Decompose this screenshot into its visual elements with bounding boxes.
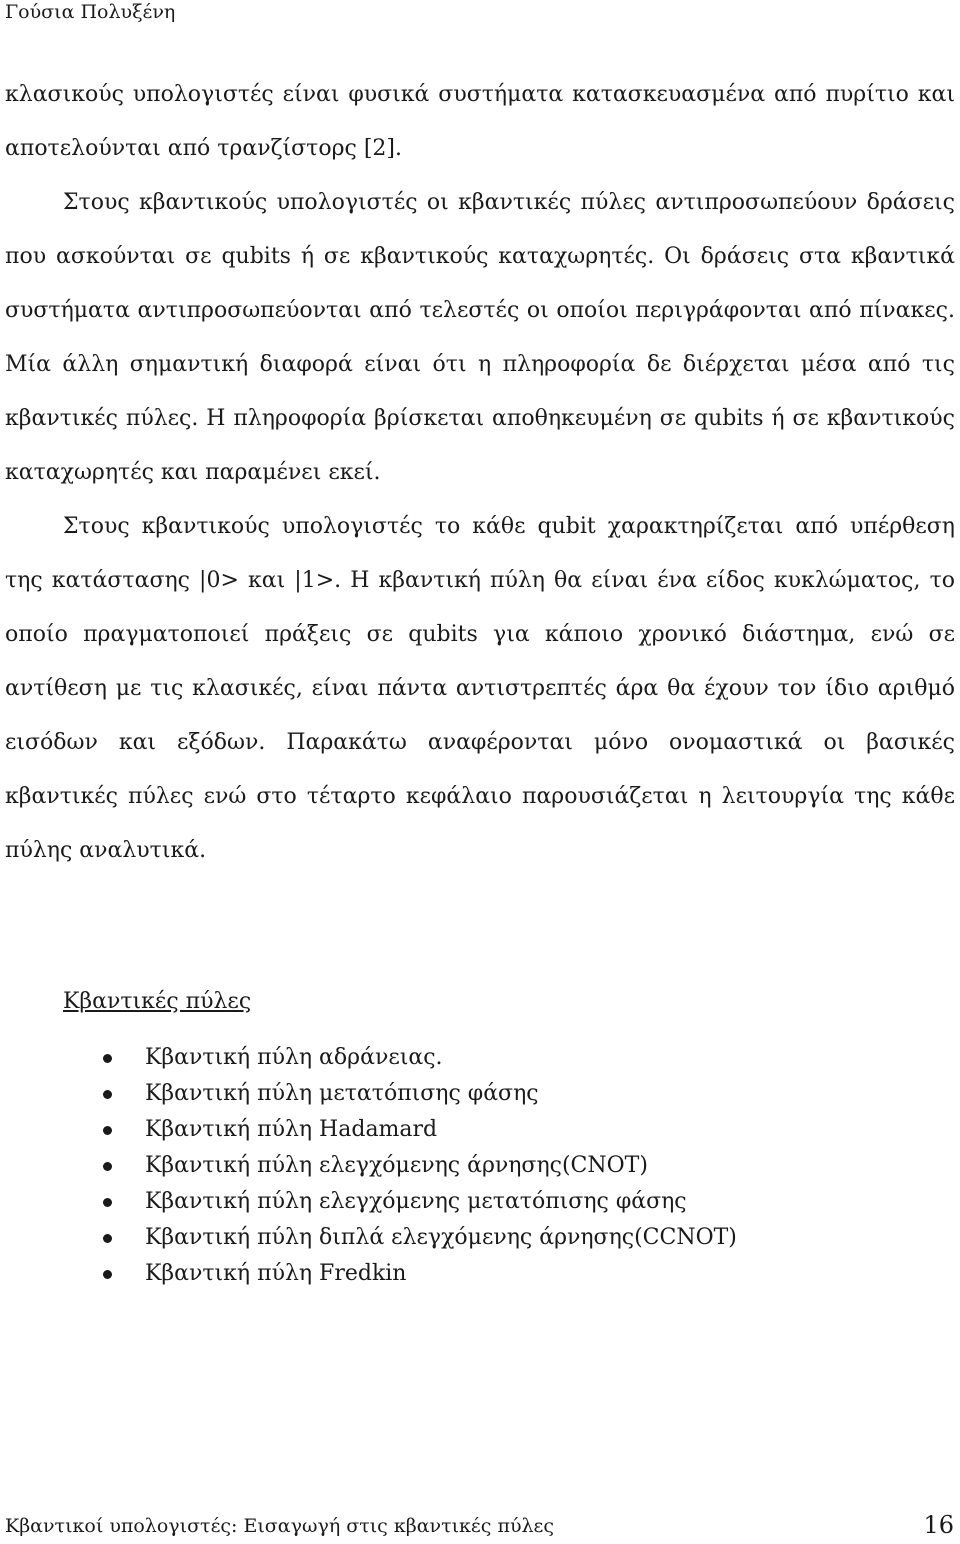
list-item-label: Κβαντική πύλη ελεγχόμενης άρνησης(CNOT) <box>145 1153 648 1178</box>
list-item <box>95 1112 737 1148</box>
list-item-label: Κβαντική πύλη διπλά ελεγχόμενης άρνησης(CCNOT) <box>145 1225 737 1250</box>
list-item-label: Κβαντική πύλη ελεγχόμενης μετατόπισης φάσης <box>145 1189 687 1214</box>
bullet-icon <box>103 1198 112 1207</box>
list-item-label: Κβαντική πύλη μετατόπισης φάσης <box>145 1081 539 1106</box>
page-number: 16 <box>923 1511 954 1539</box>
list-item <box>95 1040 737 1076</box>
list-item <box>95 1256 737 1292</box>
paragraph-2: Στους κβαντικούς υπολογιστές οι κβαντικές πύλες αντιπροσωπεύουν δράσεις που ασκούνται σε qubits ή σε κβαντικούς καταχωρητές. Οι δράσεις στα κβαντικά συστήματα αντιπροσωπεύονται από τελεστές οι οποίοι περιγράφονται από πίνακες. Μία άλλη σημαντική διαφορά είναι ότι η πληροφορία δε διέρχεται μέσα από τις κβαντικές πύλες. Η πληροφορία βρίσκεται αποθηκευμένη σε qubits ή σε κβαντικούς καταχωρητές και παραμένει εκεί. <box>5 190 955 485</box>
header-author: Γούσια Πολυξένη <box>5 1 176 23</box>
bullet-icon <box>103 1270 112 1279</box>
paragraph-1: κλασικούς υπολογιστές είναι φυσικά συστήματα κατασκευασμένα από πυρίτιο και αποτελούνται από τρανζίστορς [2]. <box>5 82 955 161</box>
list-item <box>95 1148 737 1184</box>
list-item <box>95 1220 737 1256</box>
list-item-label: Κβαντική πύλη αδράνειας. <box>145 1045 443 1070</box>
bullet-icon <box>103 1090 112 1099</box>
list-item <box>95 1076 737 1112</box>
bullet-icon <box>103 1162 112 1171</box>
bullet-icon <box>103 1234 112 1243</box>
list-item-label: Κβαντική πύλη Fredkin <box>145 1261 407 1286</box>
gate-list <box>95 1040 737 1292</box>
bullet-icon <box>103 1126 112 1135</box>
paragraph-3: Στους κβαντικούς υπολογιστές το κάθε qubit χαρακτηρίζεται από υπέρθεση της κατάστασης |0> και |1>. Η κβαντική πύλη θα είναι ένα είδος κυκλώματος, το οποίο πραγματοποιεί πράξεις σε qubits για κάποιο χρονικό διάστημα, ενώ σε αντίθεση με τις κλασικές, είναι πάντα αντιστρεπτές άρα θα έχουν τον ίδιο αριθμό εισόδων και εξόδων. Παρακάτω αναφέρονται μόνο ονομαστικά οι βασικές κβαντικές πύλες ενώ στο τέταρτο κεφάλαιο παρουσιάζεται η λειτουργία της κάθε πύλης αναλυτικά. <box>5 514 955 863</box>
footer-title: Κβαντικοί υπολογιστές: Εισαγωγή στις κβαντικές πύλες <box>5 1515 555 1537</box>
section-heading: Κβαντικές πύλες <box>63 989 252 1014</box>
body-text <box>5 68 955 878</box>
bullet-icon <box>103 1054 112 1063</box>
list-item <box>95 1184 737 1220</box>
list-item-label: Κβαντική πύλη Hadamard <box>145 1117 438 1142</box>
